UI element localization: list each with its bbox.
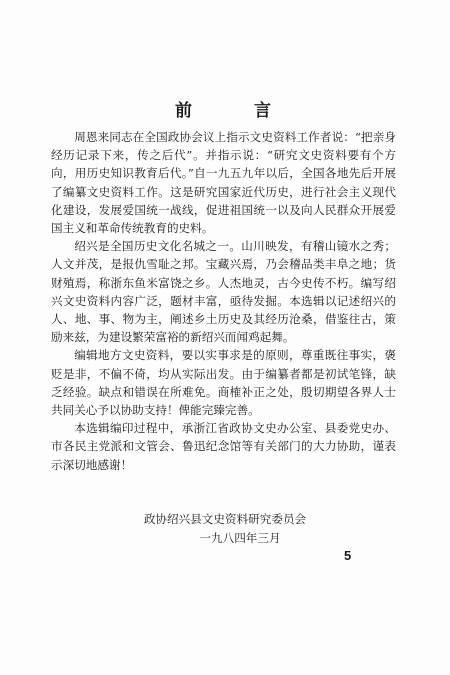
paragraph-4: 本选辑编印过程中，承浙江省政协文史办公室、县委党史办、市各民主党派和文管会、鲁迅纪念馆等有关部门的大力协助，谨表示深切地感谢！: [51, 421, 396, 472]
paragraph-1: 周恩来同志在全国政协会议上指示文史资料工作者说：“把亲身经历记录下来，传之后代”。并指示说：“研究文史资料要有个方向，用历史知识教育后代。”自一九五九年以后，全国各地先后开展了编纂文史资料工作。这是研究国家近代历史，进行社会主义现代化建设，发展爱国统一战线，促进祖国统一以及向人民群众开展爱国主义和革命传统教育的史料。: [51, 130, 396, 236]
preface-body: [51, 128, 396, 474]
page-number: 5: [344, 548, 352, 563]
page-title: 前 言: [175, 101, 299, 121]
signature-organization: 政协绍兴县文史资料研究委员会: [143, 512, 307, 526]
paragraph-3: 编辑地方文史资料，要以实事求是的原则，尊重既往事实，褒贬是非，不偏不倚，均从实际出发。由于编纂者都是初试笔锋，缺乏经验。缺点和错误在所难免。商榷补正之处，殷切期望各界人士共同关心予以协助支持！俾能完臻完善。: [51, 348, 396, 418]
signature-date: 一九八四年三月: [199, 531, 281, 545]
paragraph-2: 绍兴是全国历史文化名城之一。山川映发，有稽山镜水之秀；人文并茂，是报仇雪耻之邦。宝藏兴焉，乃会稽品类丰阜之地；货财殖焉，称浙东鱼米富饶之乡。人杰地灵，古今史传不朽。编写绍兴文史资料内容广泛，题材丰富，亟待发掘。本选辑以记述绍兴的人、地、事、物为主，阐述乡土历史及其经历沧桑，借鉴往古，策励来兹，为建设繁荣富裕的新绍兴而闻鸡起舞。: [51, 239, 396, 345]
